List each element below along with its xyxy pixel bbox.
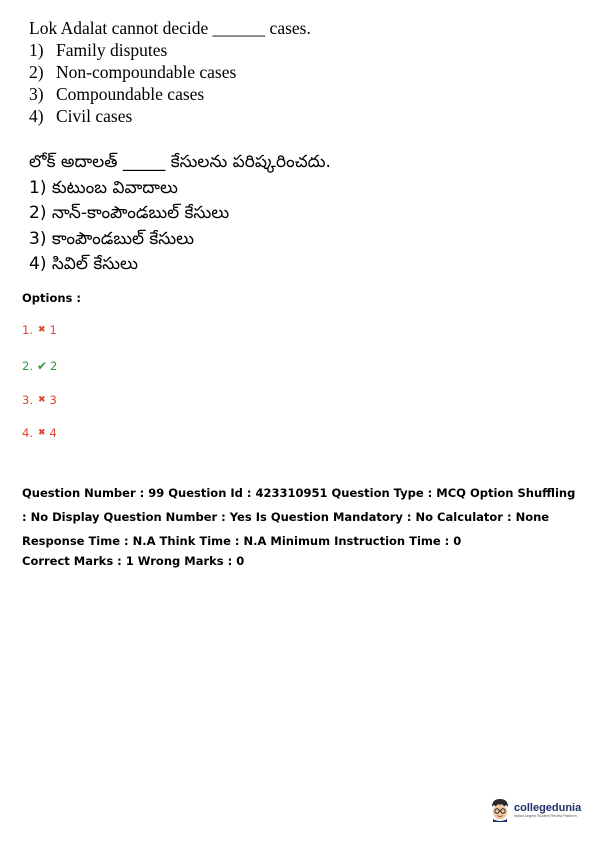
telugu-option-4: 4) సివిల్ కేసులు	[29, 254, 138, 274]
cross-icon: ✖	[37, 428, 46, 438]
english-option-1: 1) Family disputes	[29, 40, 168, 60]
collegedunia-logo	[489, 798, 581, 822]
answer-option-1: 1. ✖ 1	[22, 323, 57, 337]
english-option-2: 2) Non-compoundable cases	[29, 62, 237, 82]
english-option-4: 4) Civil cases	[29, 106, 133, 126]
cross-icon: ✖	[37, 395, 46, 405]
options-label: Options :	[22, 291, 81, 305]
question-metadata: Question Number : 99 Question Id : 423310951 Question Type : MCQ Option Shuffling : No Display Question Number : Yes Is Question Mandatory : No Calculator : None Response Time : N.A Think Time : N.A Minimum Instruction Time : 0	[22, 486, 576, 548]
answer-option-3: 3. ✖ 3	[22, 393, 57, 407]
question-stem-english: Lok Adalat cannot decide ______ cases.	[29, 18, 311, 38]
brand-name: collegedunia	[514, 801, 582, 814]
cross-icon: ✖	[37, 325, 46, 335]
question-english	[29, 17, 311, 127]
check-icon: ✔	[36, 359, 48, 373]
brand-tagline: India's largest Student Review Platform	[514, 813, 577, 818]
question-stem-telugu: లోక్ అదాలత్ _____ కేసులను పరిష్కరించదు.	[29, 152, 331, 172]
telugu-option-3: 3) కాంపౌండబుల్ కేసులు	[29, 228, 195, 249]
telugu-option-1: 1) కుటుంబ వివాదాలు	[29, 177, 178, 198]
answer-option-4: 4. ✖ 4	[22, 426, 57, 440]
mascot-icon	[489, 798, 511, 822]
english-option-3: 3) Compoundable cases	[29, 84, 205, 104]
marks-info: Correct Marks : 1 Wrong Marks : 0	[22, 554, 245, 568]
answer-option-2: 2. ✔ 2	[22, 359, 58, 373]
telugu-option-2: 2) నాన్-కాంపౌండబుల్ కేసులు	[29, 203, 230, 223]
question-telugu	[29, 150, 331, 278]
